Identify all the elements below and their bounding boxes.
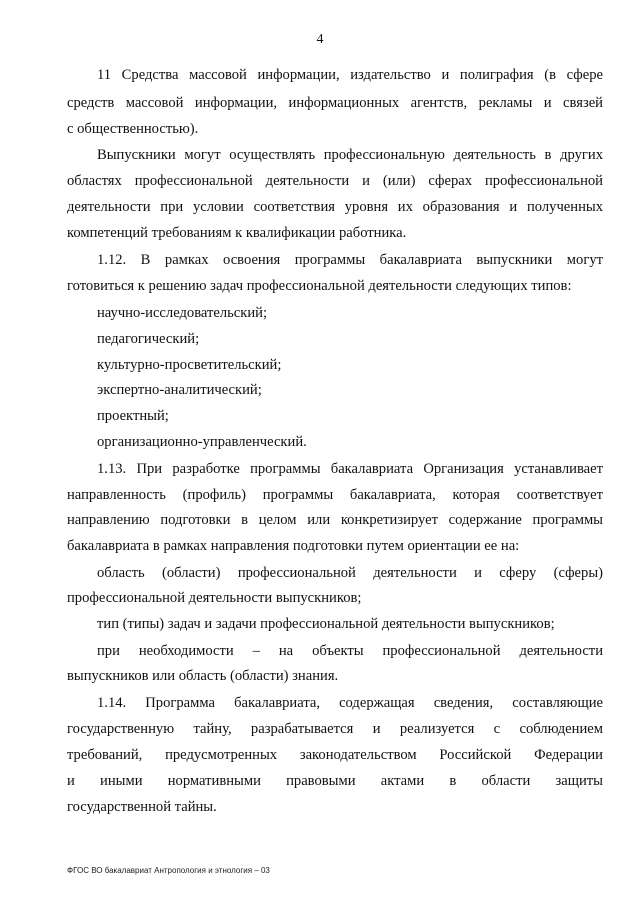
text-line: бакалавриата в рамках направления подготовки путем ориентации ее на: <box>67 538 520 554</box>
text-line: готовиться к решению задач профессиональной деятельности следующих типов: <box>67 278 572 294</box>
text-line: область (области) профессиональной деятельности и сферу (сферы) <box>97 565 603 581</box>
list-item: проектный; <box>97 408 169 424</box>
text-line: и иными нормативными правовыми актами в области защиты <box>67 773 603 789</box>
page-number: 4 <box>316 32 324 47</box>
list-item: научно-исследовательский; <box>97 305 268 321</box>
page-footer: ФГОС ВО бакалавриат Антропология и этнология – 03 <box>67 866 270 875</box>
text-line: с общественностью). <box>67 121 199 137</box>
text-line: 11 Средства массовой информации, издательство и полиграфия (в сфере <box>97 67 603 83</box>
text-line: областях профессиональной деятельности и (или) сферах профессиональной <box>67 173 603 189</box>
text-line: государственной тайны. <box>67 799 217 815</box>
text-line: деятельности при условии соответствия уровня их образования и полученных <box>67 199 603 215</box>
text-line: направлению подготовки в целом или конкретизирует содержание программы <box>67 512 603 528</box>
text-line: направленность (профиль) программы бакалавриата, которая соответствует <box>67 487 603 503</box>
text-line: 1.13. При разработке программы бакалавриата Организация устанавливает <box>97 461 603 477</box>
text-line: средств массовой информации, информационных агентств, рекламы и связей <box>67 95 603 111</box>
list-item: культурно-просветительский; <box>97 357 282 373</box>
text-line: профессиональной деятельности выпускников; <box>67 590 362 606</box>
text-line: тип (типы) задач и задачи профессиональной деятельности выпускников; <box>97 616 555 632</box>
text-line: при необходимости – на объекты профессиональной деятельности <box>97 643 603 659</box>
text-line: Выпускники могут осуществлять профессиональную деятельность в других <box>97 147 603 163</box>
list-item: педагогический; <box>97 331 200 347</box>
text-line: требований, предусмотренных законодательством Российской Федерации <box>67 747 603 763</box>
text-line: 1.12. В рамках освоения программы бакалавриата выпускники могут <box>97 252 603 268</box>
text-line: государственную тайну, разрабатывается и реализуется с соблюдением <box>67 721 603 737</box>
text-line: выпускников или область (области) знания. <box>67 668 339 684</box>
text-line: 1.14. Программа бакалавриата, содержащая сведения, составляющие <box>97 695 603 711</box>
list-item: организационно-управленческий. <box>97 434 307 450</box>
text-line: компетенций требованиям к квалификации работника. <box>67 225 407 241</box>
list-item: экспертно-аналитический; <box>97 382 262 398</box>
